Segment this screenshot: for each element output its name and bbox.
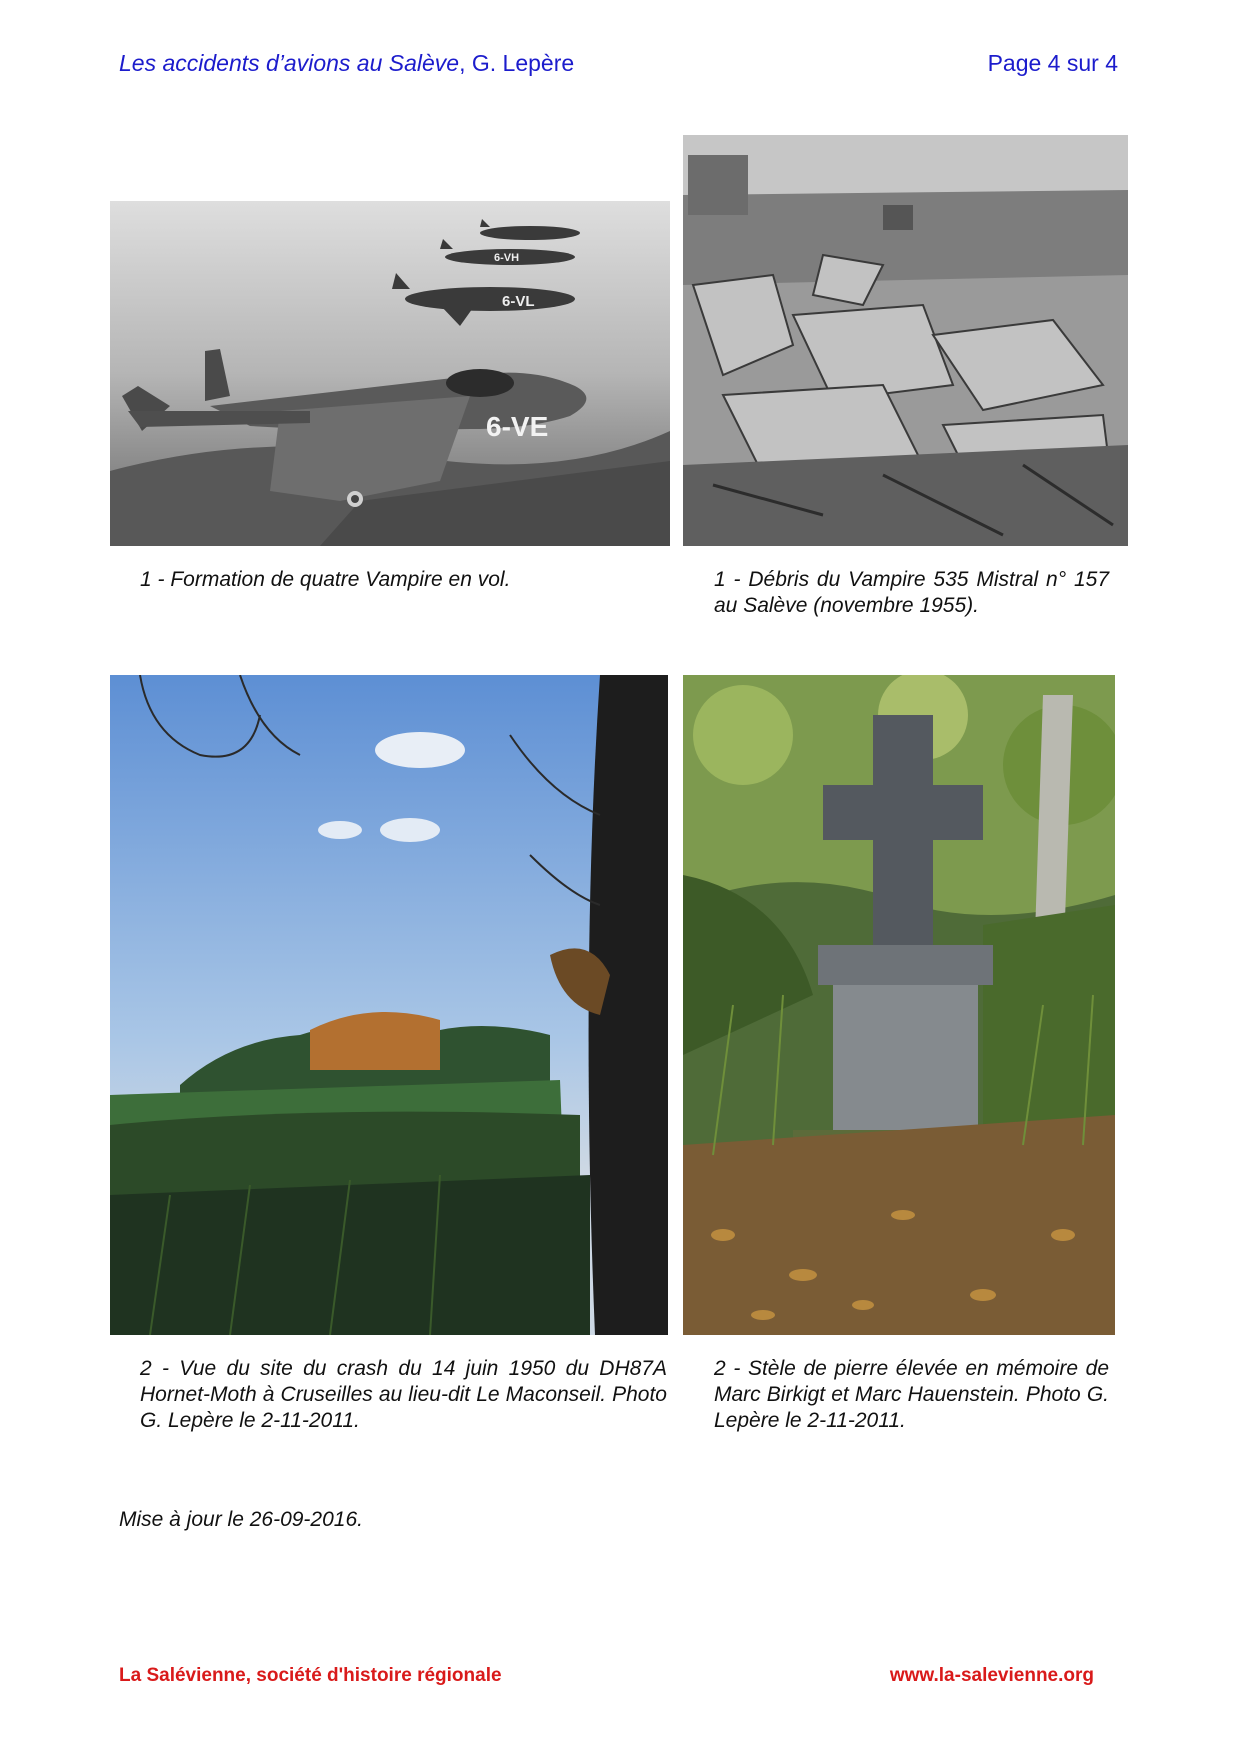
aircraft-code-6vl: 6-VL xyxy=(502,293,535,310)
aircraft-formation-photo-icon xyxy=(110,201,670,546)
footer-society-name: La Salévienne, société d'histoire régionale xyxy=(119,1665,502,1686)
page-number: Page 4 sur 4 xyxy=(987,50,1118,76)
photo-caption-4: 2 - Stèle de pierre élevée en mémoire de Marc Birkigt et Marc Hauenstein. Photo G. Lepère le 2-11-2011. xyxy=(714,1357,1109,1432)
aircraft-code-6vh: 6-VH xyxy=(494,252,520,264)
footer-website-link[interactable]: www.la-salevienne.org xyxy=(889,1665,1094,1686)
update-date-note: Mise à jour le 26-09-2016. xyxy=(119,1508,363,1531)
photo-caption-2: 1 - Débris du Vampire 535 Mistral n° 157 au Salève (novembre 1955). xyxy=(714,568,1109,617)
document-title: Les accidents d’avions au Salève, G. Lepère xyxy=(119,50,575,76)
crash-site-landscape-photo-icon xyxy=(110,675,668,1335)
photo-caption-3: 2 - Vue du site du crash du 14 juin 1950 du DH87A Hornet-Moth à Cruseilles au lieu-dit Le Maconseil. Photo G. Lepère le 2-11-2011. xyxy=(140,1357,667,1432)
wreckage-photo-icon xyxy=(683,135,1128,546)
stone-cross-memorial-photo-icon xyxy=(683,675,1115,1335)
aircraft-code-6ve: 6-VE xyxy=(486,411,549,442)
photo-caption-1: 1 - Formation de quatre Vampire en vol. xyxy=(140,568,511,591)
